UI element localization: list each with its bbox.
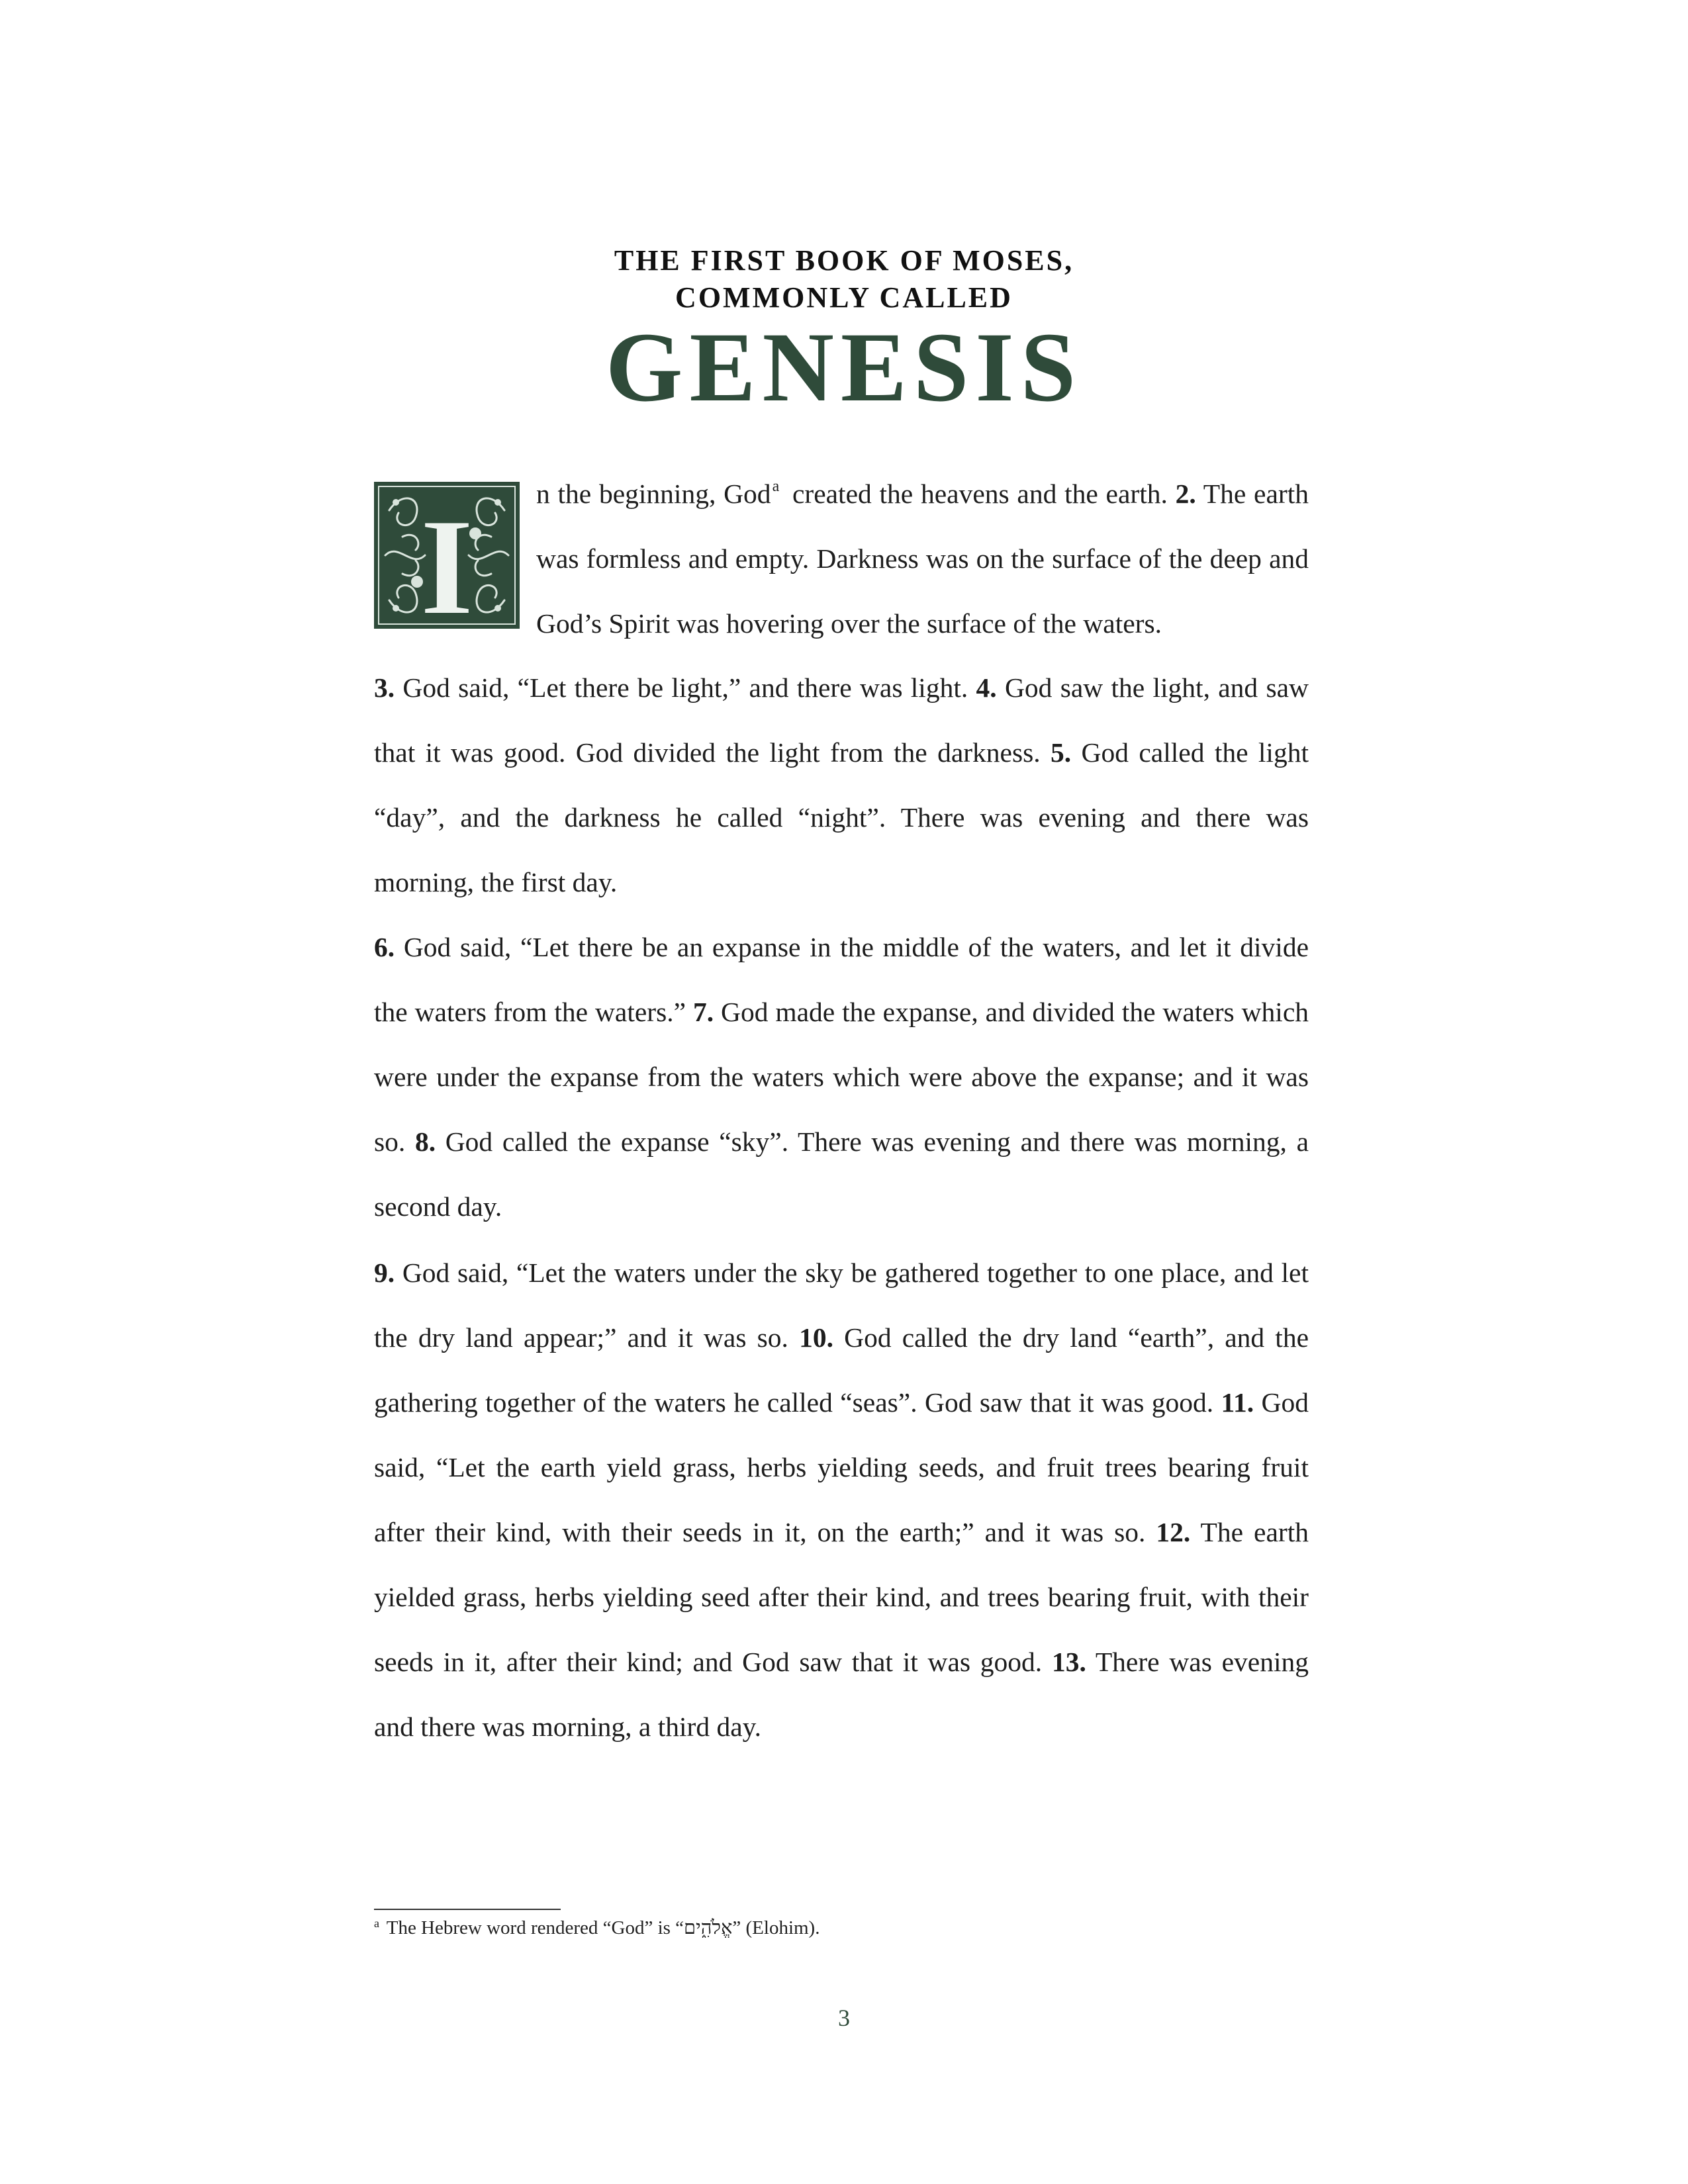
paragraph-verses-6-8: [374, 915, 1309, 1239]
drop-cap-ornament: [374, 482, 520, 629]
verse-text: God saw the light, and saw that it was good. God divided the light from the darkness.: [374, 672, 1309, 768]
drop-cap-vine-icon: [376, 484, 518, 627]
verse-text: created the heavens and the earth.: [784, 478, 1176, 509]
verse-number: 4.: [976, 672, 997, 703]
verse-text: The earth was formless and empty. Darkness was on the surface of the deep and God’s Spirit was hovering over the surface of the waters.: [536, 478, 1309, 639]
verse-number: 5.: [1051, 737, 1072, 768]
page-number: 3: [838, 2005, 850, 2031]
footnote-reference: a: [772, 478, 780, 495]
verse-text: God said, “Let the earth yield grass, herbs yielding seeds, and fruit trees bearing fruit after their kind, with their seeds in it, on the earth;” and it was so.: [374, 1387, 1309, 1547]
verse-text: The earth yielded grass, herbs yielding seed after their kind, and trees bearing fruit, with their seeds in it, after their kind; and God saw that it was good.: [374, 1517, 1309, 1677]
verse-number: 8.: [414, 1126, 436, 1157]
verse-text: God made the expanse, and divided the waters which were under the expanse from the waters which were above the expanse; and it was so.: [374, 997, 1309, 1157]
drop-cap-letter: I: [420, 490, 474, 627]
verse-number: 2.: [1175, 478, 1196, 509]
verse-text: God said, “Let there be light,” and there was light.: [395, 672, 976, 703]
heading-line-1: THE FIRST BOOK OF MOSES,: [614, 244, 1074, 277]
footnote-marker: a: [374, 1917, 379, 1930]
verse-number: 6.: [374, 932, 395, 962]
verse-text: n the beginning, God: [536, 478, 771, 509]
paragraph-verses-1-2: [536, 461, 1309, 656]
footnote: [374, 1915, 820, 1941]
heading-line-2: COMMONLY CALLED: [675, 281, 1013, 314]
verse-text: God called the expanse “sky”. There was evening and there was morning, a second day.: [374, 1126, 1309, 1222]
verse-text: God called the dry land “earth”, and the gathering together of the waters he called “seas”. God saw that it was good.: [374, 1322, 1309, 1418]
paragraph-verses-3-5: [374, 655, 1309, 915]
verse-number: 7.: [692, 997, 714, 1027]
verse-number: 10.: [799, 1322, 833, 1353]
verse-number: 9.: [374, 1257, 395, 1288]
verse-text: God said, “Let the waters under the sky be gathered together to one place, and let the dry land appear;” and it was so.: [374, 1257, 1309, 1353]
verse-number: 11.: [1221, 1387, 1254, 1418]
verse-text: There was evening and there was morning, a third day.: [374, 1647, 1309, 1742]
verse-number: 13.: [1051, 1647, 1086, 1677]
verse-number: 3.: [374, 672, 395, 703]
verse-number: 12.: [1156, 1517, 1191, 1547]
verse-text: God said, “Let there be an expanse in the middle of the waters, and let it divide the waters from the waters.”: [374, 932, 1309, 1027]
book-title: GENESIS: [605, 312, 1083, 422]
paragraph-verses-9-13: [374, 1240, 1309, 1759]
footnote-divider: [374, 1909, 561, 1910]
verse-text: God called the light “day”, and the darkness he called “night”. There was evening and there was morning, the first day.: [374, 737, 1309, 897]
footnote-text: The Hebrew word rendered “God” is “אֱלֹהִ֑ים” (Elohim).: [382, 1917, 820, 1938]
